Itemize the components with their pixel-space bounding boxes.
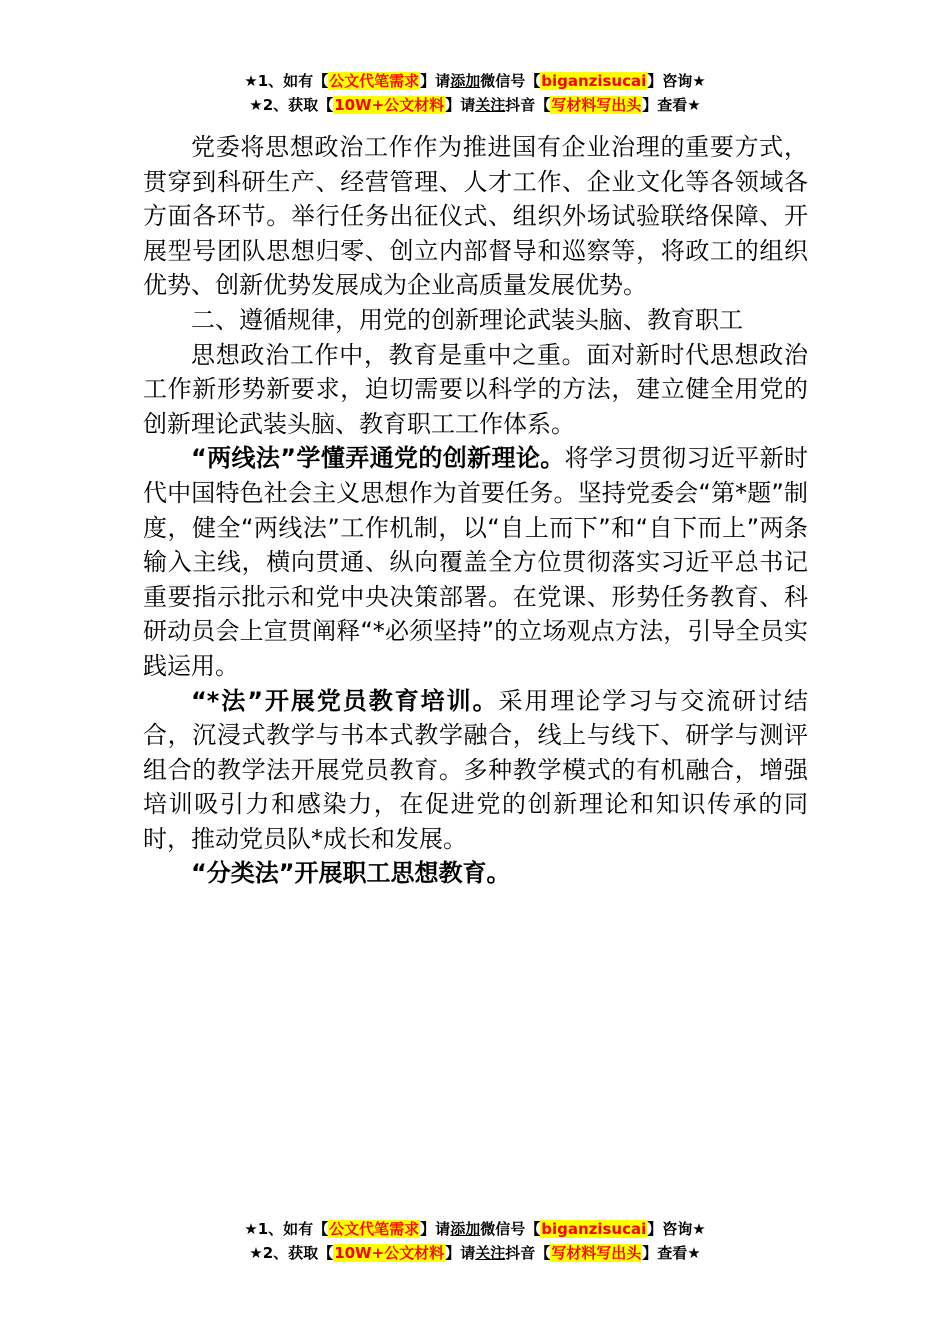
banner-text: ★2、获取【 bbox=[249, 96, 334, 114]
banner-line-1 bbox=[0, 69, 950, 93]
footer-banner bbox=[0, 1217, 950, 1265]
banner-line-1 bbox=[0, 1217, 950, 1241]
highlight-writing-service: 公文代笔需求 bbox=[329, 72, 420, 90]
document-body bbox=[143, 130, 808, 891]
banner-text: 微信号【 bbox=[480, 1220, 541, 1238]
paragraph-lead: “两线法”学懂弄通党的创新理论。 bbox=[191, 444, 565, 473]
paragraph-text: 将学习贯彻习近平新时代中国特色社会主义思想作为首要任务。坚持党委会“第*题”制度，健全“两线法”工作机制，以“自上而下”和“自下而上”两条输入主线，横向贯通、纵向覆盖全方位贯彻落实习近平总书记重要指示批示和党中央决策部署。在党课、形势任务教育、科研动员会上宣贯阐释“*必须坚持”的立场观点方法，引导全员实践运用。 bbox=[143, 444, 809, 680]
paragraph bbox=[143, 684, 808, 857]
banner-text: 】咨询★ bbox=[647, 1220, 706, 1238]
banner-text: 抖音【 bbox=[505, 96, 551, 114]
banner-emphasis: 添加 bbox=[450, 1220, 481, 1238]
highlight-wechat-id: biganzisucai bbox=[541, 1220, 647, 1238]
paragraph-lead: “分类法”开展职工思想教育。 bbox=[191, 859, 511, 888]
banner-text: 】查看★ bbox=[642, 1244, 701, 1262]
banner-text: ★2、获取【 bbox=[249, 1244, 334, 1262]
banner-text: 】查看★ bbox=[642, 96, 701, 114]
paragraph-text: 采用理论学习与交流研讨结合，沉浸式教学与书本式教学融合，线上与线下、研学与测评组合的教学法开展党员教育。多种教学模式的有机融合，增强培训吸引力和感染力，在促进党的创新理论和知识传承的同时，推动党员队*成长和发展。 bbox=[143, 686, 808, 853]
banner-text: 】请 bbox=[420, 1220, 451, 1238]
banner-emphasis: 关注 bbox=[475, 1244, 506, 1262]
paragraph bbox=[143, 856, 808, 891]
banner-text: ★1、如有【 bbox=[244, 72, 329, 90]
paragraph: 思想政治工作中，教育是重中之重。面对新时代思想政治工作新形势新要求，迫切需要以科学的方法，建立健全用党的创新理论武装头脑、教育职工工作体系。 bbox=[143, 340, 808, 438]
banner-text: 抖音【 bbox=[505, 1244, 551, 1262]
banner-line-2 bbox=[0, 1241, 950, 1265]
paragraph bbox=[143, 441, 808, 683]
highlight-materials: 10W+公文材料 bbox=[334, 1244, 445, 1262]
highlight-writing-service: 公文代笔需求 bbox=[329, 1220, 420, 1238]
section-heading: 二、遵循规律，用党的创新理论武装头脑、教育职工 bbox=[191, 305, 743, 334]
highlight-materials: 10W+公文材料 bbox=[334, 96, 445, 114]
paragraph-lead: “*法”开展党员教育培训。 bbox=[191, 686, 499, 715]
highlight-douyin-account: 写材料写出头 bbox=[551, 96, 642, 114]
banner-text: ★1、如有【 bbox=[244, 1220, 329, 1238]
paragraph: 党委将思想政治工作作为推进国有企业治理的重要方式，贯穿到科研生产、经营管理、人才工作、企业文化等各领域各方面各环节。举行任务出征仪式、组织外场试验联络保障、开展型号团队思想归零、创立内部督导和巡察等，将政工的组织优势、创新优势发展成为企业高质量发展优势。 bbox=[143, 133, 808, 300]
highlight-wechat-id: biganzisucai bbox=[541, 72, 647, 90]
highlight-douyin-account: 写材料写出头 bbox=[551, 1244, 642, 1262]
banner-emphasis: 关注 bbox=[475, 96, 506, 114]
banner-text: 微信号【 bbox=[480, 72, 541, 90]
banner-text: 】请 bbox=[445, 96, 476, 114]
banner-text: 】请 bbox=[420, 72, 451, 90]
banner-text: 】咨询★ bbox=[647, 72, 706, 90]
banner-emphasis: 添加 bbox=[450, 72, 481, 90]
banner-line-2 bbox=[0, 93, 950, 117]
header-banner bbox=[0, 69, 950, 117]
banner-text: 】请 bbox=[445, 1244, 476, 1262]
